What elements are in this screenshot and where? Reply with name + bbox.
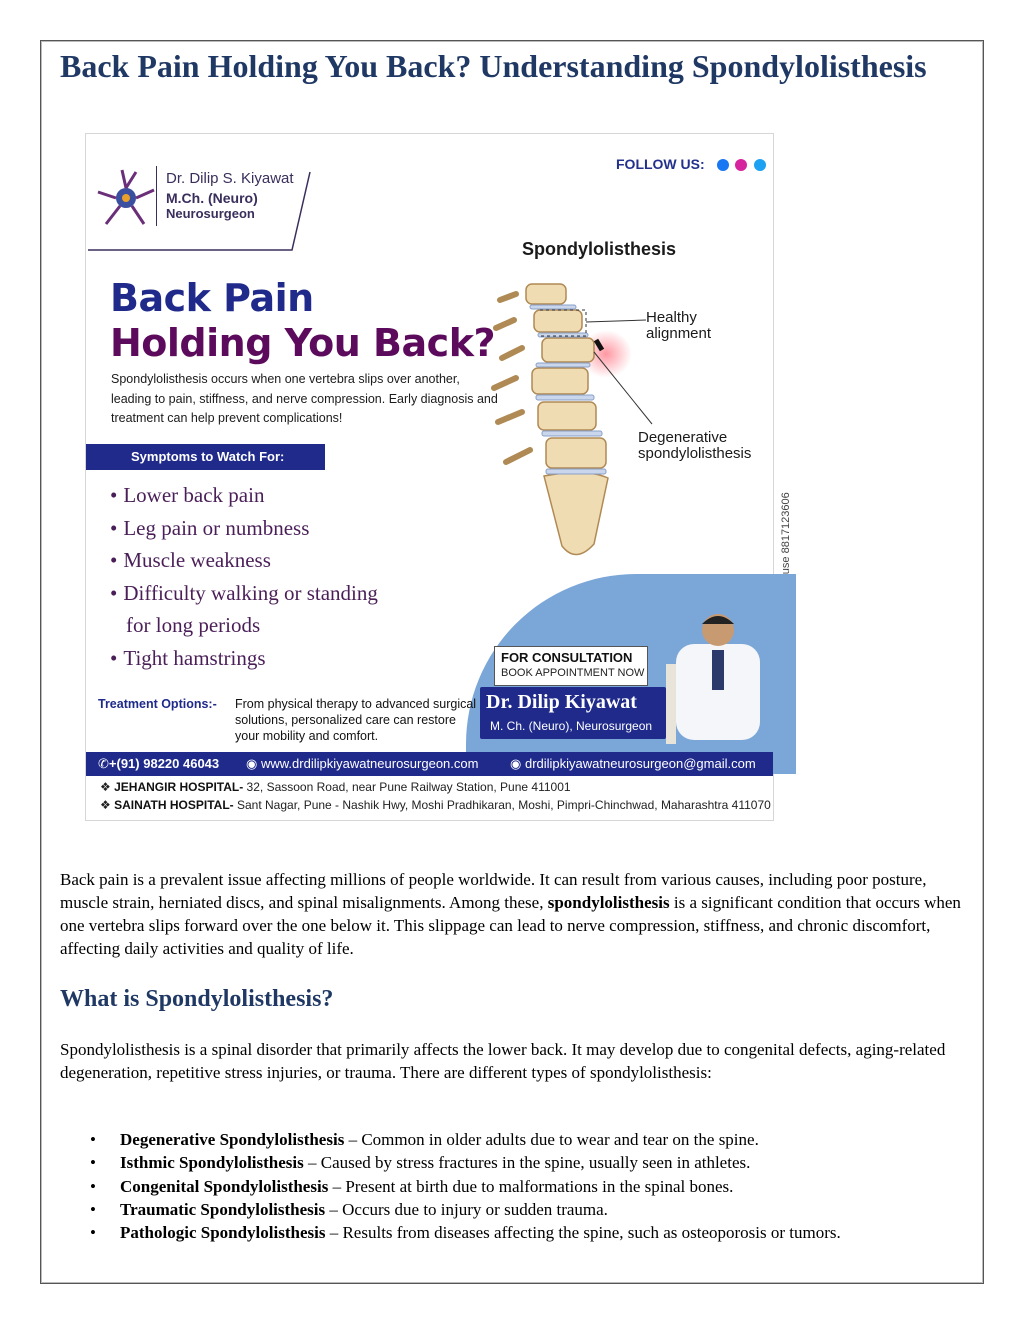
symptom-item: • Lower back pain: [110, 479, 440, 512]
book-appointment-link[interactable]: BOOK APPOINTMENT NOW: [501, 667, 645, 679]
treatment-options: [98, 696, 478, 743]
symptom-item-continued: for long periods: [126, 613, 261, 637]
section-paragraph: Spondylolisthesis is a spinal disorder that primarily affects the lower back. It may develop due to congenital defects, aging-related degeneration, repetitive stress injuries, or trauma. There are different types of spondylolisthesis:: [60, 1040, 946, 1082]
doctor-logo: [88, 158, 314, 252]
type-item: • Degenerative Spondylolisthesis – Common in older adults due to wear and tear on the spine.: [90, 1128, 980, 1151]
symptom-item: • Muscle weakness: [110, 544, 440, 577]
treatment-label: Treatment Options:-: [98, 697, 217, 711]
type-item: • Congenital Spondylolisthesis – Present at birth due to malformations in the spinal bones.: [90, 1175, 980, 1198]
spine-title: Spondylolisthesis: [522, 239, 677, 259]
type-item: • Isthmic Spondylolisthesis – Caused by stress fractures in the spine, usually seen in athletes.: [90, 1151, 980, 1174]
symptom-item: • Difficulty walking or standing: [110, 577, 440, 610]
type-item: • Traumatic Spondylolisthesis – Occurs due to injury or sudden trauma.: [90, 1198, 980, 1221]
facebook-icon[interactable]: [717, 159, 729, 171]
page-title: Back Pain Holding You Back? Understanding Spondylolisthesis: [60, 48, 927, 84]
follow-us: [616, 156, 766, 172]
symptoms-list: [110, 479, 440, 674]
section-heading: What is Spondylolisthesis?: [60, 986, 334, 1012]
intro-paragraph: Back pain is a prevalent issue affecting millions of people worldwide. It can result from various causes, including poor posture, muscle strain, herniated discs, and spinal misalignments. Among these, spondylolisthesis is a significant condition that occurs when one vertebra slips forward over the one below it. This slippage can lead to nerve compression, stiffness, and chronic discomfort, affecting daily activities and quality of life.: [60, 870, 961, 958]
doctor-photo: [656, 604, 776, 754]
x-icon[interactable]: [754, 159, 766, 171]
poster-headline-2: Holding You Back?: [110, 321, 496, 365]
poster-intro: Spondylolisthesis occurs when one vertebra slips over another, leading to pain, stiffness, and nerve compression. Early diagnosis and treatment can help prevent complications!: [111, 372, 498, 425]
bold-term: spondylolisthesis: [547, 893, 670, 912]
treatment-text: From physical therapy to advanced surgical solutions, personalized care can restore your mobility and comfort.: [235, 697, 477, 743]
website-link[interactable]: ◉ www.drdilipkiyawatneurosurgeon.com: [246, 756, 479, 771]
doctor-card-qualification: M. Ch. (Neuro), Neurosurgeon: [490, 719, 653, 733]
consultation-badge[interactable]: [494, 646, 648, 686]
doctor-card: [480, 687, 666, 739]
doctor-card-name: Dr. Dilip Kiyawat: [486, 691, 637, 713]
type-item: • Pathologic Spondylolisthesis – Results from diseases affecting the spine, such as osteoporosis or tumors.: [90, 1221, 980, 1244]
symptom-item: • Leg pain or numbness: [110, 512, 440, 545]
label-degenerative: Degenerative spondylolisthesis: [638, 429, 752, 462]
email-link[interactable]: ◉ drdilipkiyawatneurosurgeon@gmail.com: [510, 756, 756, 771]
follow-label: FOLLOW US:: [616, 156, 705, 172]
label-healthy-alignment: Healthy alignment: [646, 309, 712, 342]
contact-bar: [86, 752, 773, 776]
hospital-2: ❖ SAINATH HOSPITAL- Sant Nagar, Pune - Nashik Hwy, Moshi Pradhikaran, Moshi, Pimpri-Chinchwad, Maharashtra 411070: [100, 798, 771, 812]
logo-degree: M.Ch. (Neuro): [166, 190, 258, 206]
symptoms-banner: Symptoms to Watch For:: [86, 444, 325, 470]
logo-swoosh: [88, 158, 314, 252]
poster-headline-1: Back Pain: [110, 276, 314, 320]
phone-number[interactable]: ✆+(91) 98220 46043: [98, 756, 220, 771]
poster-image: [85, 133, 774, 821]
logo-doctor-name: Dr. Dilip S. Kiyawat: [166, 170, 294, 187]
types-list: [90, 1128, 980, 1244]
consultation-line-1: FOR CONSULTATION: [501, 650, 633, 665]
symptom-item: • Tight hamstrings: [110, 642, 440, 675]
hospital-1: ❖ JEHANGIR HOSPITAL- 32, Sassoon Road, near Pune Railway Station, Pune 411001: [100, 780, 571, 794]
logo-role: Neurosurgeon: [166, 206, 255, 221]
instagram-icon[interactable]: [735, 159, 747, 171]
